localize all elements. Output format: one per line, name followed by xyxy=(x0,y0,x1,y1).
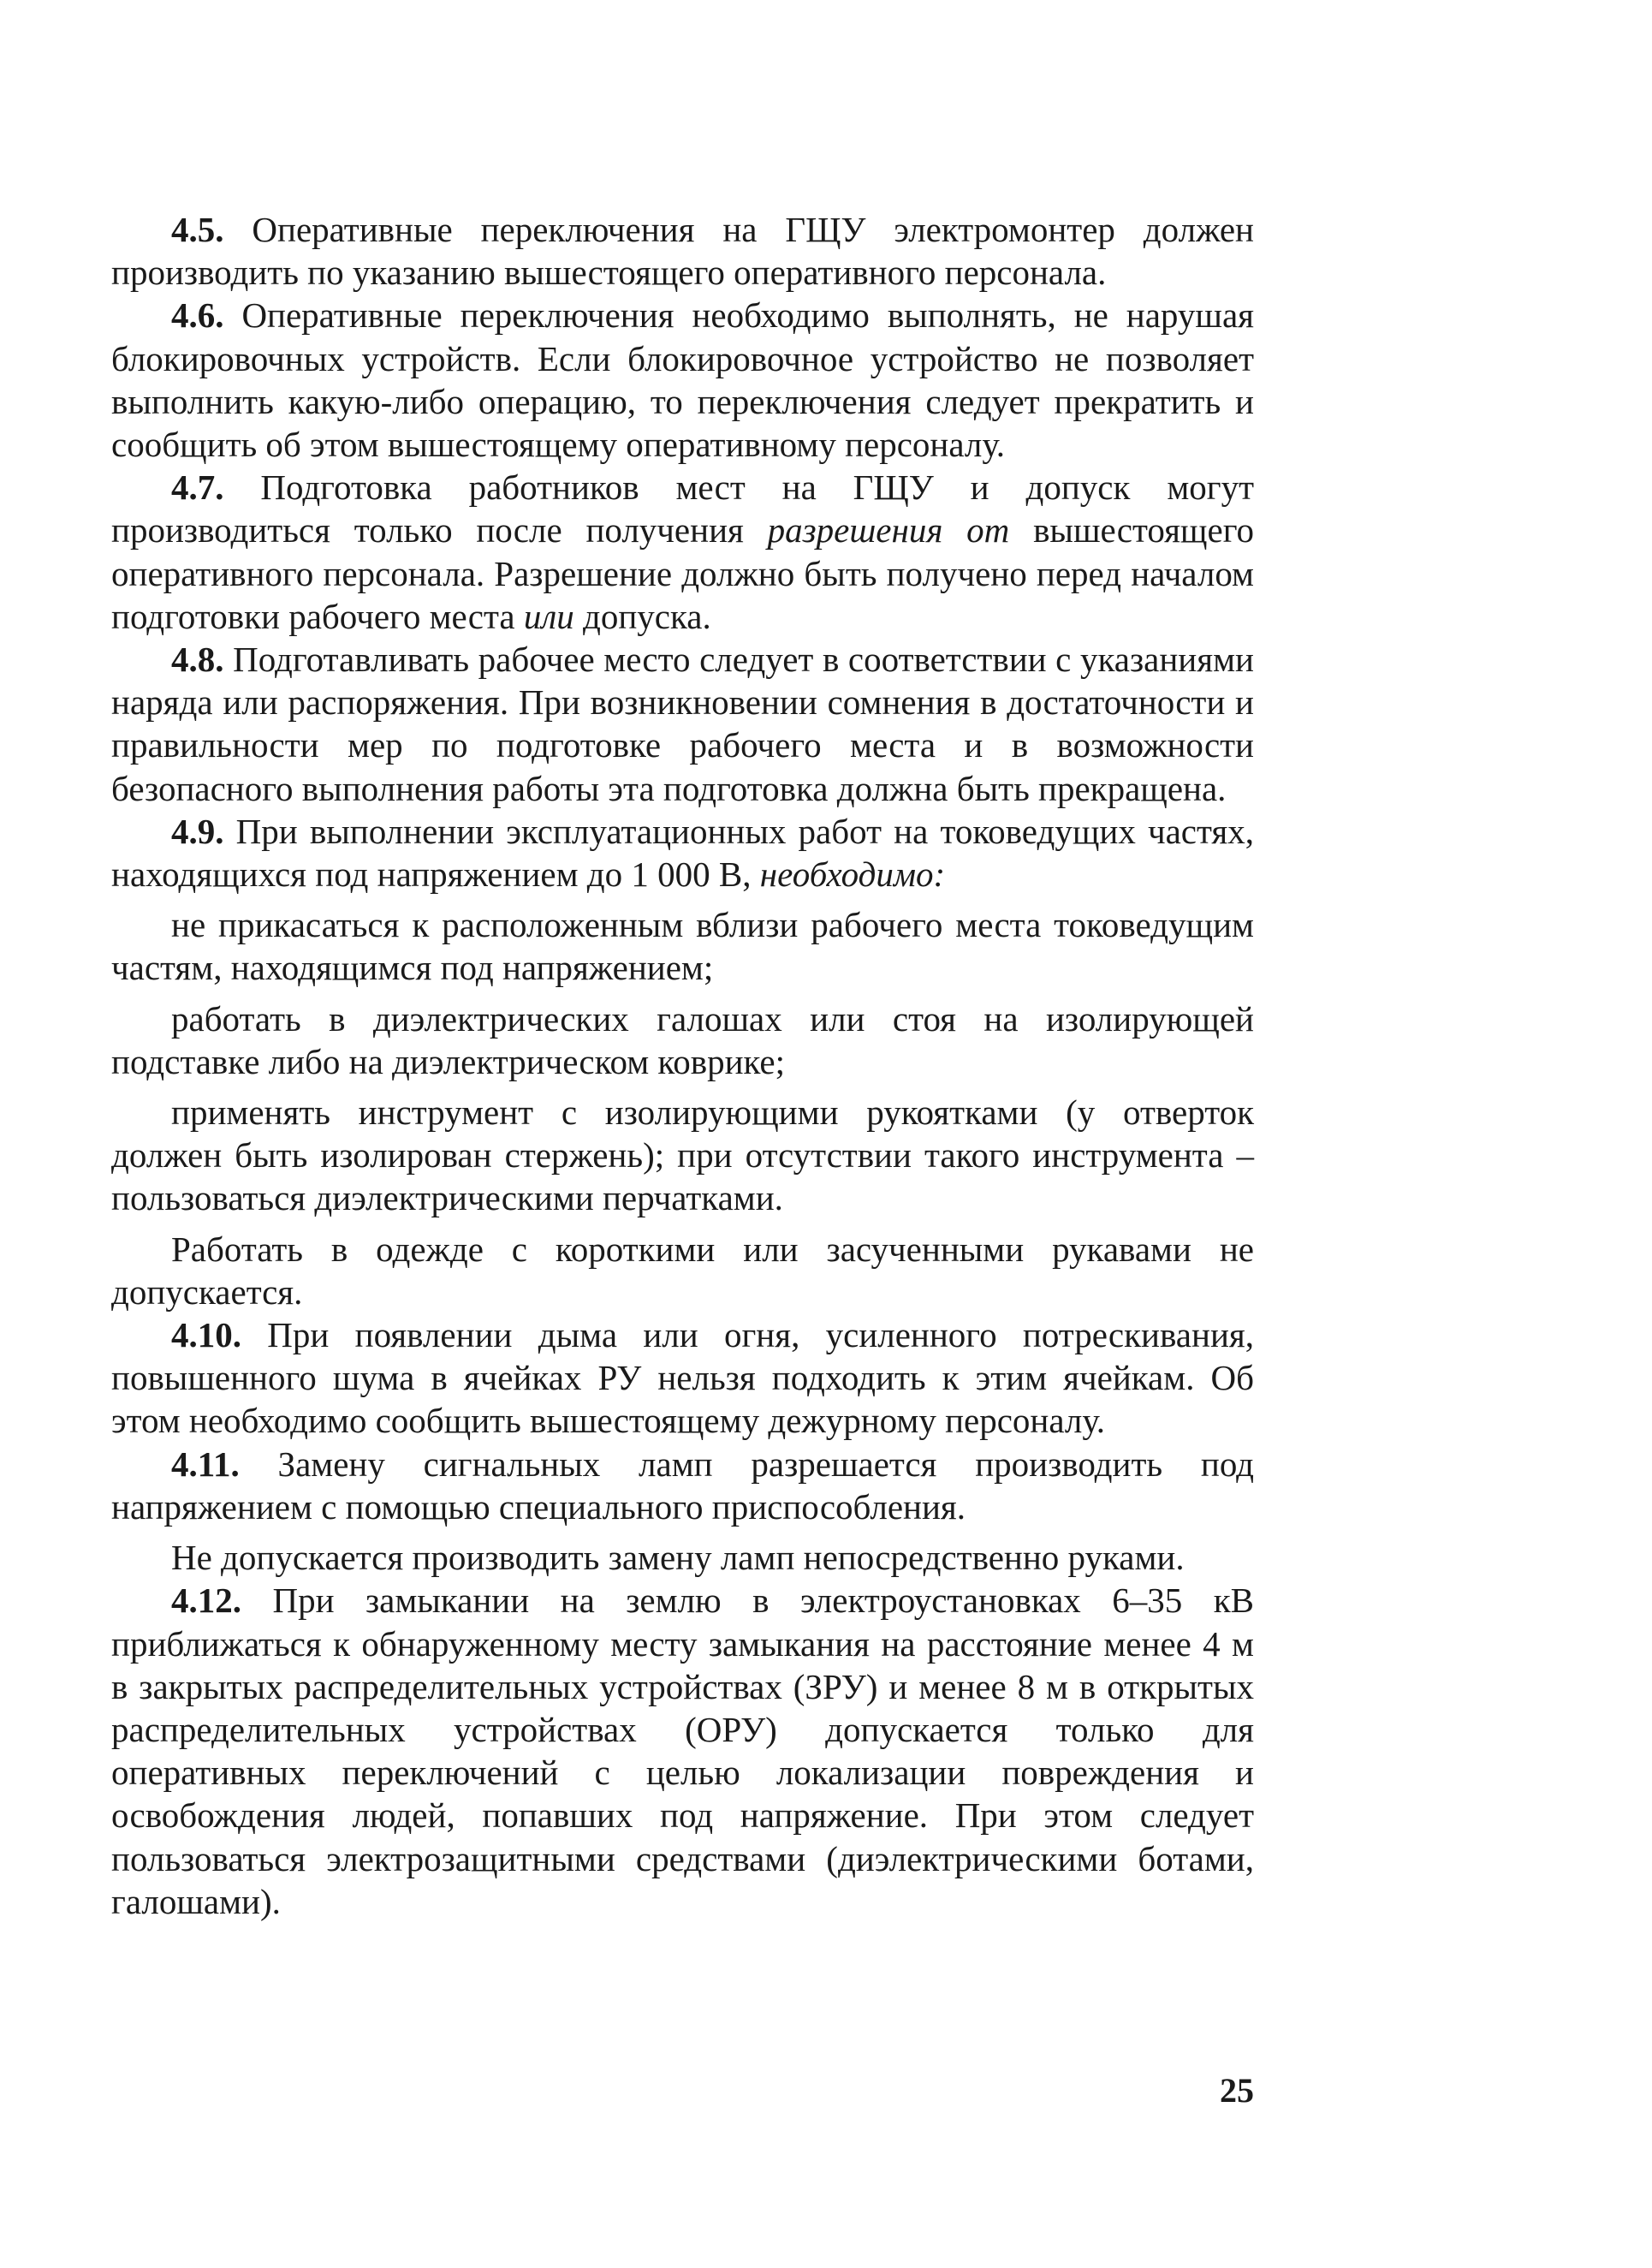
paragraph-text: При замыкании на землю в электроустановках 6–35 кВ приближаться к обнаруженному месту замыкания на расстояние менее 4 м в закрытых распределительных устройствах (ЗРУ) и менее 8 м в открытых распределительных устройствах (ОРУ) допускается только для оперативных переключений с целью локализации повреждения и освобождения людей, попавших под напряжение. При этом следует пользоваться электрозащитными средствами (диэлектрическими ботами, галошами). xyxy=(111,1580,1254,1921)
paragraph-text: допуска. xyxy=(573,596,711,636)
paragraph xyxy=(111,1579,1254,1923)
paragraph xyxy=(111,294,1254,466)
paragraph xyxy=(111,466,1254,638)
paragraph xyxy=(111,1536,1254,1579)
paragraph xyxy=(111,208,1254,294)
paragraph-text: Не допускается производить замену ламп непосредственно руками. xyxy=(171,1538,1185,1578)
paragraph-text: Оперативные переключения необходимо выполнять, не нарушая блокировочных устройств. Если блокировочное устройство не позволяет выполнить какую-либо операцию, то переключения следует прекратить и сообщить об этом вышестоящему оперативному персоналу. xyxy=(111,295,1254,465)
paragraph-text: Работать в одежде с короткими или засученными рукавами не допускается. xyxy=(111,1229,1254,1312)
clause-number: 4.5. xyxy=(171,210,224,249)
paragraph-text: не прикасаться к расположенным вблизи рабочего места токоведущим частям, находящимся под напряжением; xyxy=(111,905,1254,988)
paragraph-text: Подготавливать рабочее место следует в соответствии с указаниями наряда или распоряжения. При возникновении сомнения в достаточности и правильности мер по подготовке рабочего места и в возможности безопасного выполнения работы эта подготовка должна быть прекращена. xyxy=(111,640,1254,808)
emphasis-text: разрешения от xyxy=(767,510,1010,551)
paragraph-text: При появлении дыма или огня, усиленного потрескивания, повышенного шума в ячейках РУ нельзя подходить к этим ячейкам. Об этом необходимо сообщить вышестоящему дежурному персоналу. xyxy=(111,1315,1254,1441)
paragraph xyxy=(111,997,1254,1083)
paragraph-text: применять инструмент с изолирующими рукоятками (у отверток должен быть изолирован стержень); при отсутствии такого инструмента – пользоваться диэлектрическими перчатками. xyxy=(111,1092,1254,1218)
clause-number: 4.11. xyxy=(171,1444,240,1484)
clause-number: 4.9. xyxy=(171,811,224,851)
body-text xyxy=(111,208,1254,1923)
paragraph xyxy=(111,1313,1254,1443)
paragraph-text: При выполнении эксплуатационных работ на токоведущих частях, находящихся под напряжением до 1 000 В, xyxy=(111,811,1254,895)
paragraph-text: работать в диэлектрических галошах или стоя на изолирующей подставке либо на диэлектрическом коврике; xyxy=(111,998,1254,1081)
paragraph xyxy=(111,810,1254,896)
emphasis-text: или xyxy=(523,596,574,636)
clause-number: 4.6. xyxy=(171,295,224,336)
clause-number: 4.8. xyxy=(171,640,224,680)
paragraph-text: Замену сигнальных ламп разрешается производить под напряжением с помощью специального приспособления. xyxy=(111,1444,1254,1527)
paragraph xyxy=(111,903,1254,989)
paragraph-text: Подготовка работников мест на ГЩУ и допуск могут производиться только после получения xyxy=(111,467,1254,551)
clause-number: 4.10. xyxy=(171,1315,241,1355)
paragraph xyxy=(111,638,1254,810)
paragraph xyxy=(111,1228,1254,1313)
clause-number: 4.7. xyxy=(171,467,224,508)
paragraph-text: Оперативные переключения на ГЩУ электромонтер должен производить по указанию вышестоящего оперативного персонала. xyxy=(111,210,1254,293)
emphasis-text: необходимо: xyxy=(759,854,946,895)
paragraph xyxy=(111,1443,1254,1528)
page-number: 25 xyxy=(1220,2071,1254,2110)
paragraph-text: вышестоящего оперативного персонала. Разрешение должно быть получено перед началом подготовки рабочего места xyxy=(111,510,1254,636)
clause-number: 4.12. xyxy=(171,1580,241,1621)
paragraph xyxy=(111,1091,1254,1220)
